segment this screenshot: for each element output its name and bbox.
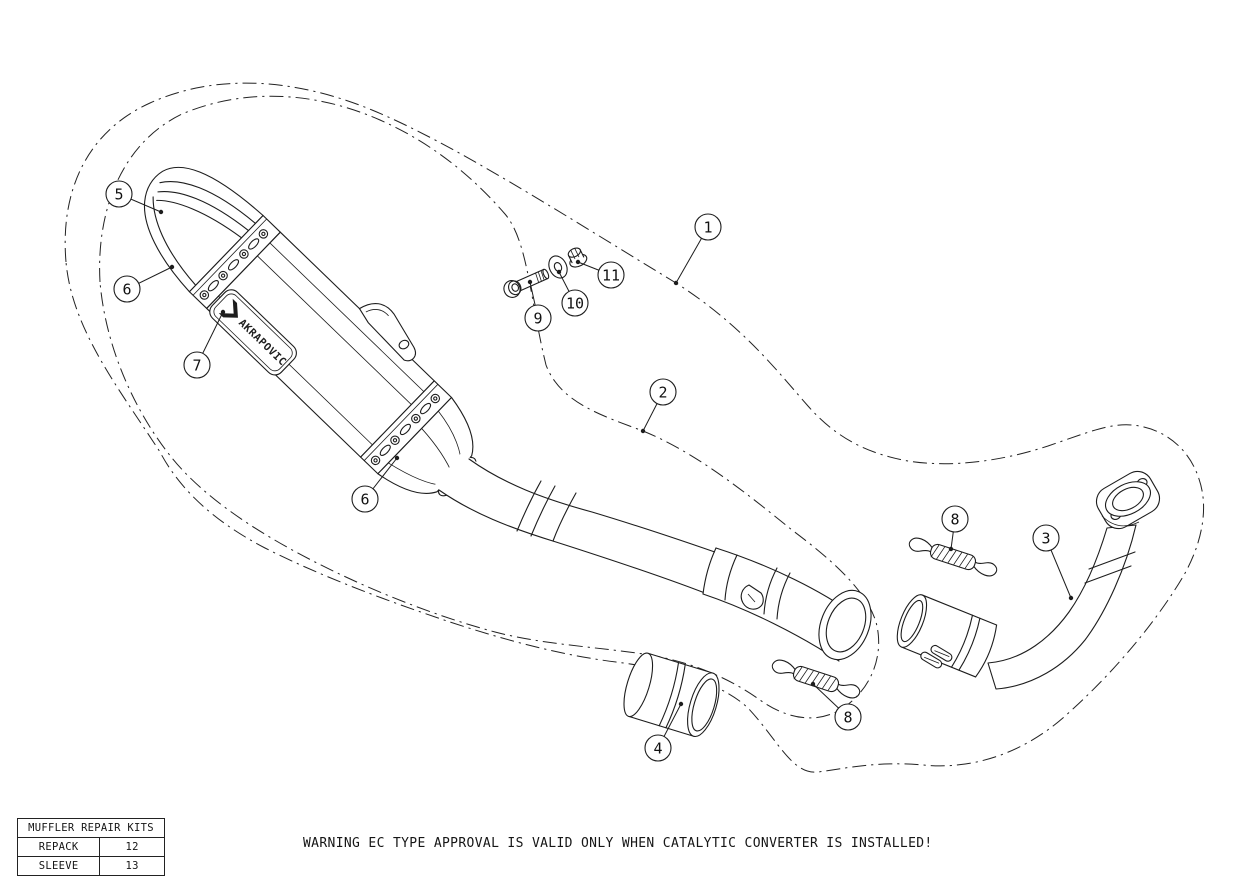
callout-number: 11	[601, 266, 621, 285]
callout-anchor-dot	[159, 210, 163, 214]
callout-anchor-dot	[1069, 596, 1073, 600]
callout-anchor-dot	[674, 281, 678, 285]
callout-number: 6	[360, 490, 370, 509]
callout-8	[942, 506, 968, 551]
callout-number: 10	[565, 294, 585, 313]
header-pipe-assembly	[889, 466, 1165, 689]
callout-number: 2	[658, 383, 668, 402]
kit-name-sleeve: SLEEVE	[18, 857, 100, 876]
callout-anchor-dot	[557, 270, 561, 274]
callout-anchor-dot	[949, 547, 953, 551]
connecting-sleeve	[618, 650, 725, 740]
header-pipe	[988, 525, 1136, 689]
brand-logo-text: AKRAPOVIC	[235, 316, 289, 369]
callout-10	[557, 270, 588, 316]
callout-number: 7	[192, 356, 202, 375]
link-pipe	[434, 452, 881, 667]
callout-number: 6	[122, 280, 132, 299]
catalytic-converter	[889, 591, 1000, 685]
repair-kits-table-title: MUFFLER REPAIR KITS	[18, 819, 165, 838]
callout-3	[1033, 525, 1073, 600]
kit-name-repack: REPACK	[18, 838, 100, 857]
callout-number: 8	[843, 708, 853, 727]
nut	[565, 245, 589, 270]
callout-anchor-dot	[221, 310, 225, 314]
callout-number: 9	[533, 309, 543, 328]
callout-anchor-dot	[528, 280, 532, 284]
tension-spring-upper	[907, 536, 999, 579]
callout-1	[674, 214, 721, 285]
callout-anchor-dot	[576, 260, 580, 264]
callout-anchor-dot	[395, 456, 399, 460]
callout-anchor-dot	[170, 265, 174, 269]
callout-number: 4	[653, 739, 663, 758]
callout-7	[184, 310, 225, 378]
kit-number-repack: 12	[100, 838, 165, 857]
kit-number-sleeve: 13	[100, 857, 165, 876]
callout-11	[576, 260, 624, 288]
exhaust-flange	[1091, 466, 1165, 534]
callout-number: 3	[1041, 529, 1051, 548]
link-pipe-sleeve-end	[703, 548, 881, 667]
table-row	[18, 857, 165, 876]
callout-anchor-dot	[641, 429, 645, 433]
callout-number: 5	[114, 185, 124, 204]
callout-number: 8	[950, 510, 960, 529]
callout-number: 1	[703, 218, 713, 237]
callout-2	[641, 379, 676, 433]
repair-kits-table	[17, 818, 165, 876]
callout-anchor-dot	[679, 702, 683, 706]
callout-anchor-dot	[811, 682, 815, 686]
warning-note: WARNING EC TYPE APPROVAL IS VALID ONLY WHEN CATALYTIC CONVERTER IS INSTALLED!	[303, 836, 933, 851]
callout-6	[114, 265, 174, 302]
bolt	[501, 265, 551, 300]
tension-spring-lower	[770, 658, 862, 701]
table-row	[18, 838, 165, 857]
